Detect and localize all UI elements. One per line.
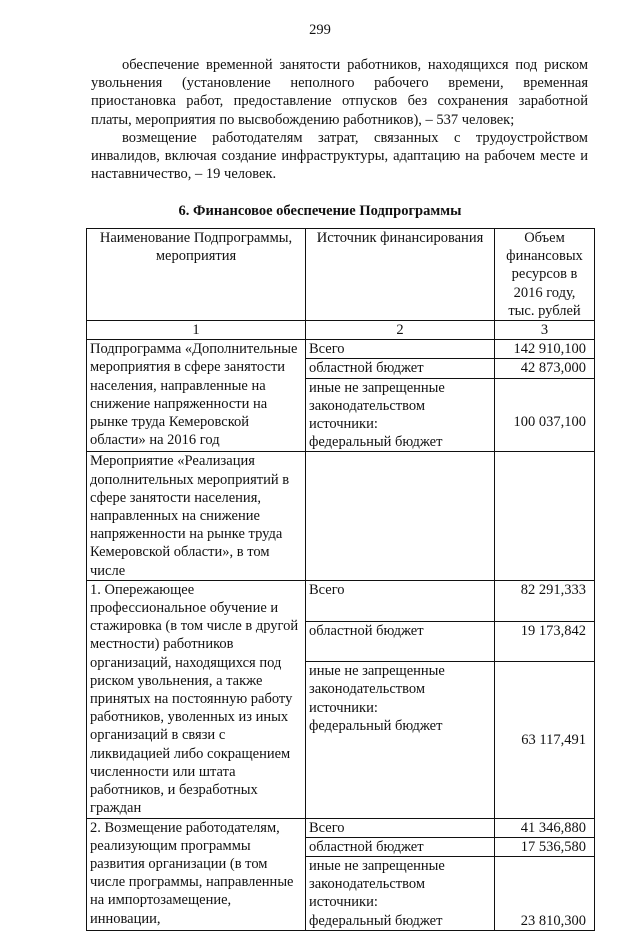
column-number: 1 [87, 321, 306, 340]
source-regional: областной бюджет [306, 359, 495, 378]
source-federal: федеральный бюджет [309, 434, 443, 451]
table-row [87, 340, 595, 359]
paragraph: возмещение работодателям затрат, связанных с трудоустройством инвалидов, включая создание инфраструктуры, адаптацию на рабочем месте и наставничество, – 19 человек. [91, 129, 588, 183]
financing-table [86, 228, 595, 931]
value-total: 142 910,100 [495, 340, 595, 359]
column-number-row [87, 321, 595, 340]
source-total: Всего [306, 818, 495, 837]
row-name: Мероприятие «Реализация дополнительных мероприятий в сфере занятости населения, направленных на снижение напряженности на рынке труда Кемеровской области», в том числе [87, 452, 306, 580]
value-total: 82 291,333 [495, 580, 595, 621]
source-regional: областной бюджет [306, 837, 495, 856]
column-header: Источник финансирования [306, 229, 495, 321]
value-federal: 100 037,100 [495, 378, 595, 452]
empty-cell [306, 452, 495, 580]
value-federal: 63 117,491 [495, 662, 595, 818]
source-other-label: иные не запрещенные законодательством источники: [309, 379, 445, 433]
column-number: 2 [306, 321, 495, 340]
source-total: Всего [306, 340, 495, 359]
source-other-label: иные не запрещенные законодательством источники: [309, 663, 445, 716]
source-other [306, 378, 495, 452]
paragraph: обеспечение временной занятости работников, находящихся под риском увольнения (установление неполного рабочего времени, временная приостановка работ, предоставление отпусков без сохранения заработной платы, мероприятия по высвобождению работников), – 537 человек; [91, 57, 588, 128]
value-regional: 42 873,000 [495, 359, 595, 378]
table-row [87, 818, 595, 837]
source-federal: федеральный бюджет [309, 912, 443, 929]
column-header: Объем финансовых ресурсов в 2016 году, тыс. рублей [495, 229, 595, 321]
row-name: 2. Возмещение работодателям, реализующим программы развития организации (в том числе программы, направленные на импортозамещение, инновации, [87, 818, 306, 930]
value-total: 41 346,880 [495, 818, 595, 837]
empty-cell [495, 452, 595, 580]
source-regional: областной бюджет [306, 621, 495, 662]
column-number: 3 [495, 321, 595, 340]
source-total: Всего [306, 580, 495, 621]
section-heading: 6. Финансовое обеспечение Подпрограммы [178, 203, 462, 219]
table-header-row [87, 229, 595, 321]
row-name: 1. Опережающее профессиональное обучение и стажировка (в том числе в другой местности) работников организаций, находящихся под риском увольнения, а также принятых на постоянную работу работников, уволенных из иных организаций в связи с ликвидацией либо сокращением численности или штата работников, и безработных граждан [87, 580, 306, 818]
value-regional: 17 536,580 [495, 837, 595, 856]
source-other [306, 662, 495, 818]
value-federal: 23 810,300 [495, 856, 595, 930]
column-header: Наименование Подпрограммы, мероприятия [87, 229, 306, 321]
source-other [306, 856, 495, 930]
source-federal: федеральный бюджет [309, 717, 443, 734]
table-row [87, 452, 595, 580]
value-regional: 19 173,842 [495, 621, 595, 662]
page-number: 299 [309, 22, 331, 38]
row-name: Подпрограмма «Дополнительные мероприятия в сфере занятости населения, направленные на снижение напряженности на рынке труда Кемеровской области» на 2016 год [87, 340, 306, 452]
body-text [91, 56, 588, 183]
source-other-label: иные не запрещенные законодательством источники: [309, 857, 445, 911]
table-row [87, 580, 595, 621]
